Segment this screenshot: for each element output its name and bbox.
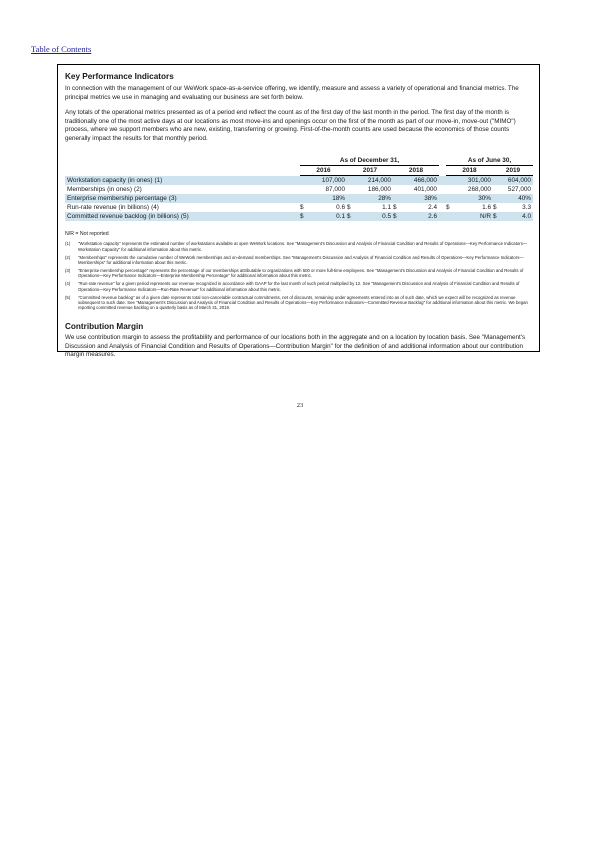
group-header-june: As of June 30, [446, 156, 533, 166]
cell-value: 466,000 [401, 176, 439, 186]
footnote-text: "Workstation capacity" represents the estimated number of workstations available at open WeWork locations. See "Management's Discussion and Analysis of Financial Condition and Results of Operations—Key Performance Indicators—Workstation Capacity" for additional information about this metric. [78, 241, 528, 252]
cell-value: 268,000 [467, 186, 491, 193]
footnote-item [65, 241, 533, 252]
table-year-header-row [65, 166, 533, 176]
footnote-marker: (4) [65, 281, 71, 287]
cell-value: N/R [454, 212, 493, 221]
currency-symbol [446, 194, 454, 203]
row-label: Memberships (in ones) (2) [67, 186, 142, 193]
cell-value: 0.1 [308, 212, 347, 221]
currency-symbol [393, 185, 401, 194]
footnote-item [65, 281, 533, 292]
footnote-item [65, 268, 533, 279]
footnote-text: "Memberships" represents the cumulative number of WeWork memberships and on-demand memberships. See "Management's Discussion and Analysis of Financial Condition and Results of Operations—Key Performance Indicators—Memberships" for additional information about this metric. [78, 254, 524, 266]
footnote-item [65, 255, 533, 266]
kpi-table [65, 156, 533, 221]
footnote-marker: (2) [65, 254, 71, 260]
cell-value: 2.4 [428, 204, 437, 211]
currency-symbol [446, 176, 454, 186]
footnote-text: "Committed revenue backlog" as of a given date represents total non-cancelable contractual commitments, net of discounts, remaining under agreements entered into as of such date, which we expect will be recognized as revenue subsequent to such date. See "Management's Discussion and Analysis of Financial Condition and Results of Operations—Key Performance Indicators—Committed Revenue Backlog" for additional information about this metric. We began reporting committed revenue backlog on a quarterly basis as of March 31, 2019. [78, 294, 528, 311]
cell-value: 28% [355, 194, 393, 203]
footnote-text: "Enterprise membership percentage" represents the percentage of our memberships attributable to organizations with 500 or more full-time employees. See "Management's Discussion and Analysis of Financial Condition and Results of Operations—Key Performance Indicators—Enterprise Membership Percentage" for additional information about this metric. [78, 268, 524, 279]
cell-value: 18% [308, 194, 347, 203]
currency-symbol [300, 194, 308, 203]
kpi-period-paragraph: Any totals of the operational metrics presented as of a period end reflect the count as of the first day of the last month in the period. The first day of the month is traditionally one of the most active days at our locations as most move-ins and openings occur on the first of the month as part of our move-in, move-out ("MIMO") process, where we support members who are new, existing, transferring or growing. First-of-the-month counts are used because the economics of those counts generally impact the results for that monthly period. [65, 109, 516, 142]
currency-symbol [300, 176, 308, 186]
currency-symbol [300, 185, 308, 194]
currency-symbol: $ [347, 212, 355, 221]
year-header: 2019 [493, 166, 533, 176]
kpi-heading: Key Performance Indicators [65, 72, 174, 81]
year-header: 2018 [393, 166, 439, 176]
cell-value: 527,000 [507, 186, 531, 193]
currency-symbol [493, 185, 501, 194]
table-row [65, 185, 533, 194]
year-header: 2016 [300, 166, 347, 176]
currency-symbol [446, 185, 454, 194]
currency-symbol: $ [393, 204, 397, 211]
row-label: Committed revenue backlog (in billions) (5) [65, 212, 300, 221]
cell-value: 2.6 [401, 212, 439, 221]
currency-symbol: $ [393, 212, 401, 221]
kpi-intro-paragraph: In connection with the management of our WeWork space-as-a-service offering, we identify, measure and assess a variety of operational and financial metrics. The principal metrics we use in managing and evaluating our business are set forth below. [65, 85, 519, 101]
currency-symbol: $ [446, 204, 450, 211]
cell-value: 0.5 [355, 212, 393, 221]
cell-value: 214,000 [355, 176, 393, 186]
cell-value: 301,000 [454, 176, 493, 186]
page-number: 23 [296, 402, 304, 409]
footnote-item [65, 295, 533, 311]
currency-symbol: $ [347, 204, 351, 211]
currency-symbol [347, 176, 355, 186]
year-header: 2017 [347, 166, 393, 176]
cell-value: 3.3 [522, 204, 531, 211]
contribution-margin-paragraph: We use contribution margin to assess the profitability and performance of our locations both in the aggregate and on a location by location basis. See "Management's Discussion and Analysis of Financial Condition and Results of Operations—Contribution Margin" for the definition of and additional information about our contribution margin measures. [65, 334, 526, 359]
cell-value: 4.0 [501, 212, 533, 221]
currency-symbol: $ [493, 204, 497, 211]
cell-value: 1.1 [382, 204, 391, 211]
footnotes [65, 232, 533, 313]
footnote-ref: (4) [151, 204, 159, 211]
footnote-text: "Run-rate revenue" for a given period represents our revenue recognized in accordance with GAAP for the last month of such period multiplied by 12. See "Management's Discussion and Analysis of Financial Condition and Results of Operations—Key Performance Indicators—Run-Rate Revenue" for additional information about this metric. [78, 281, 520, 292]
footnote-ref: (1) [154, 176, 163, 184]
currency-symbol: $ [493, 212, 501, 221]
footnote-ref: (3) [168, 195, 177, 202]
footnote-ref: (5) [180, 213, 189, 220]
cell-value: 0.6 [336, 204, 345, 211]
currency-symbol [347, 194, 355, 203]
table-row [65, 176, 533, 186]
footnote-marker: (1) [65, 241, 71, 247]
table-row [65, 194, 533, 203]
table-row [65, 212, 533, 221]
cell-value: 107,000 [308, 176, 347, 186]
cell-value: 401,000 [413, 186, 437, 193]
contribution-margin-heading: Contribution Margin [65, 322, 144, 331]
footnote-ref: (2) [134, 186, 142, 193]
currency-symbol: $ [300, 204, 304, 211]
table-row [65, 203, 533, 212]
currency-symbol [493, 194, 501, 203]
row-label: Enterprise membership percentage (3) [65, 194, 300, 203]
row-label: Workstation capacity (in ones) (1) [65, 176, 300, 186]
currency-symbol [347, 185, 355, 194]
currency-symbol: $ [300, 212, 308, 221]
currency-symbol [393, 176, 401, 186]
not-reported-note: N/R = Not reported [65, 231, 109, 237]
currency-symbol [393, 194, 401, 203]
row-label: Run-rate revenue (in billions) (4) [67, 204, 159, 211]
currency-symbol [446, 212, 454, 221]
cell-value: 40% [501, 194, 533, 203]
cell-value: 604,000 [501, 176, 533, 186]
cell-value: 30% [454, 194, 493, 203]
group-header-december: As of December 31, [300, 156, 439, 166]
cell-value: 87,000 [325, 186, 345, 193]
cell-value: 1.6 [482, 204, 491, 211]
table-group-header-row [65, 156, 533, 166]
cell-value: 186,000 [367, 186, 391, 193]
table-of-contents-link[interactable]: Table of Contents [31, 44, 92, 54]
cell-value: 38% [401, 194, 439, 203]
currency-symbol [493, 176, 501, 186]
year-header: 2018 [446, 166, 493, 176]
footnote-marker: (5) [65, 294, 71, 300]
footnote-marker: (3) [65, 268, 71, 274]
